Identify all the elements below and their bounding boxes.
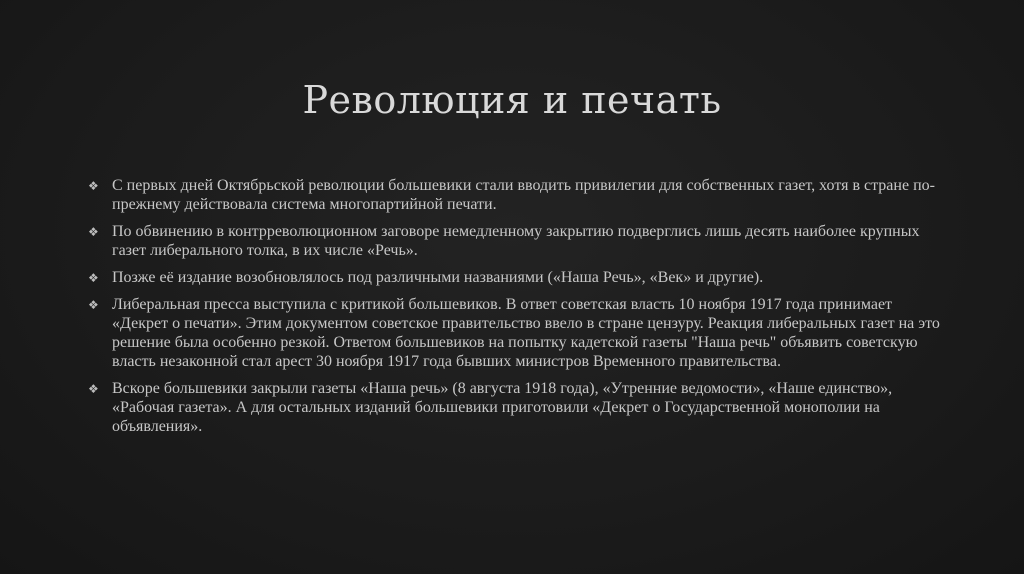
bullet-list <box>88 176 948 444</box>
bullet-text: Позже её издание возобновлялось под различными названиями («Наша Речь», «Век» и другие). <box>112 269 764 286</box>
bullet-text: С первых дней Октябрьской революции большевики стали вводить привилегии для собственных газет, хотя в стране по-прежнему действовала система многопартийной печати. <box>112 177 935 213</box>
diamond-bullet-icon: ❖ <box>88 179 99 193</box>
list-item <box>88 222 948 260</box>
bullet-text: Либеральная пресса выступила с критикой большевиков. В ответ советская власть 10 ноября 1917 года принимает «Декрет о печати». Этим документом советское правительство ввело в стране цензуру. Реакция либеральных газет на это решение была особенно резкой. Ответом большевиков на попытку кадетской газеты "Наша речь" объявить советскую власть незаконной стал арест 30 ноября 1917 года бывших министров Временного правительства. <box>112 296 940 370</box>
bullet-text: Вскоре большевики закрыли газеты «Наша речь» (8 августа 1918 года), «Утренние ведомости», «Наше единство», «Рабочая газета». А для остальных изданий большевики приготовили «Декрет о Государственной монополии на объявления». <box>112 380 893 435</box>
list-item <box>88 268 948 287</box>
list-item <box>88 176 948 214</box>
list-item <box>88 295 948 371</box>
list-item <box>88 379 948 436</box>
slide-title: Революция и печать <box>302 78 722 122</box>
diamond-bullet-icon: ❖ <box>88 298 99 312</box>
diamond-bullet-icon: ❖ <box>88 382 99 396</box>
bullet-text: По обвинению в контрреволюционном заговоре немедленному закрытию подверглись лишь десять наиболее крупных газет либерального толка, в их числе «Речь». <box>112 223 920 259</box>
diamond-bullet-icon: ❖ <box>88 225 99 239</box>
diamond-bullet-icon: ❖ <box>88 271 99 285</box>
